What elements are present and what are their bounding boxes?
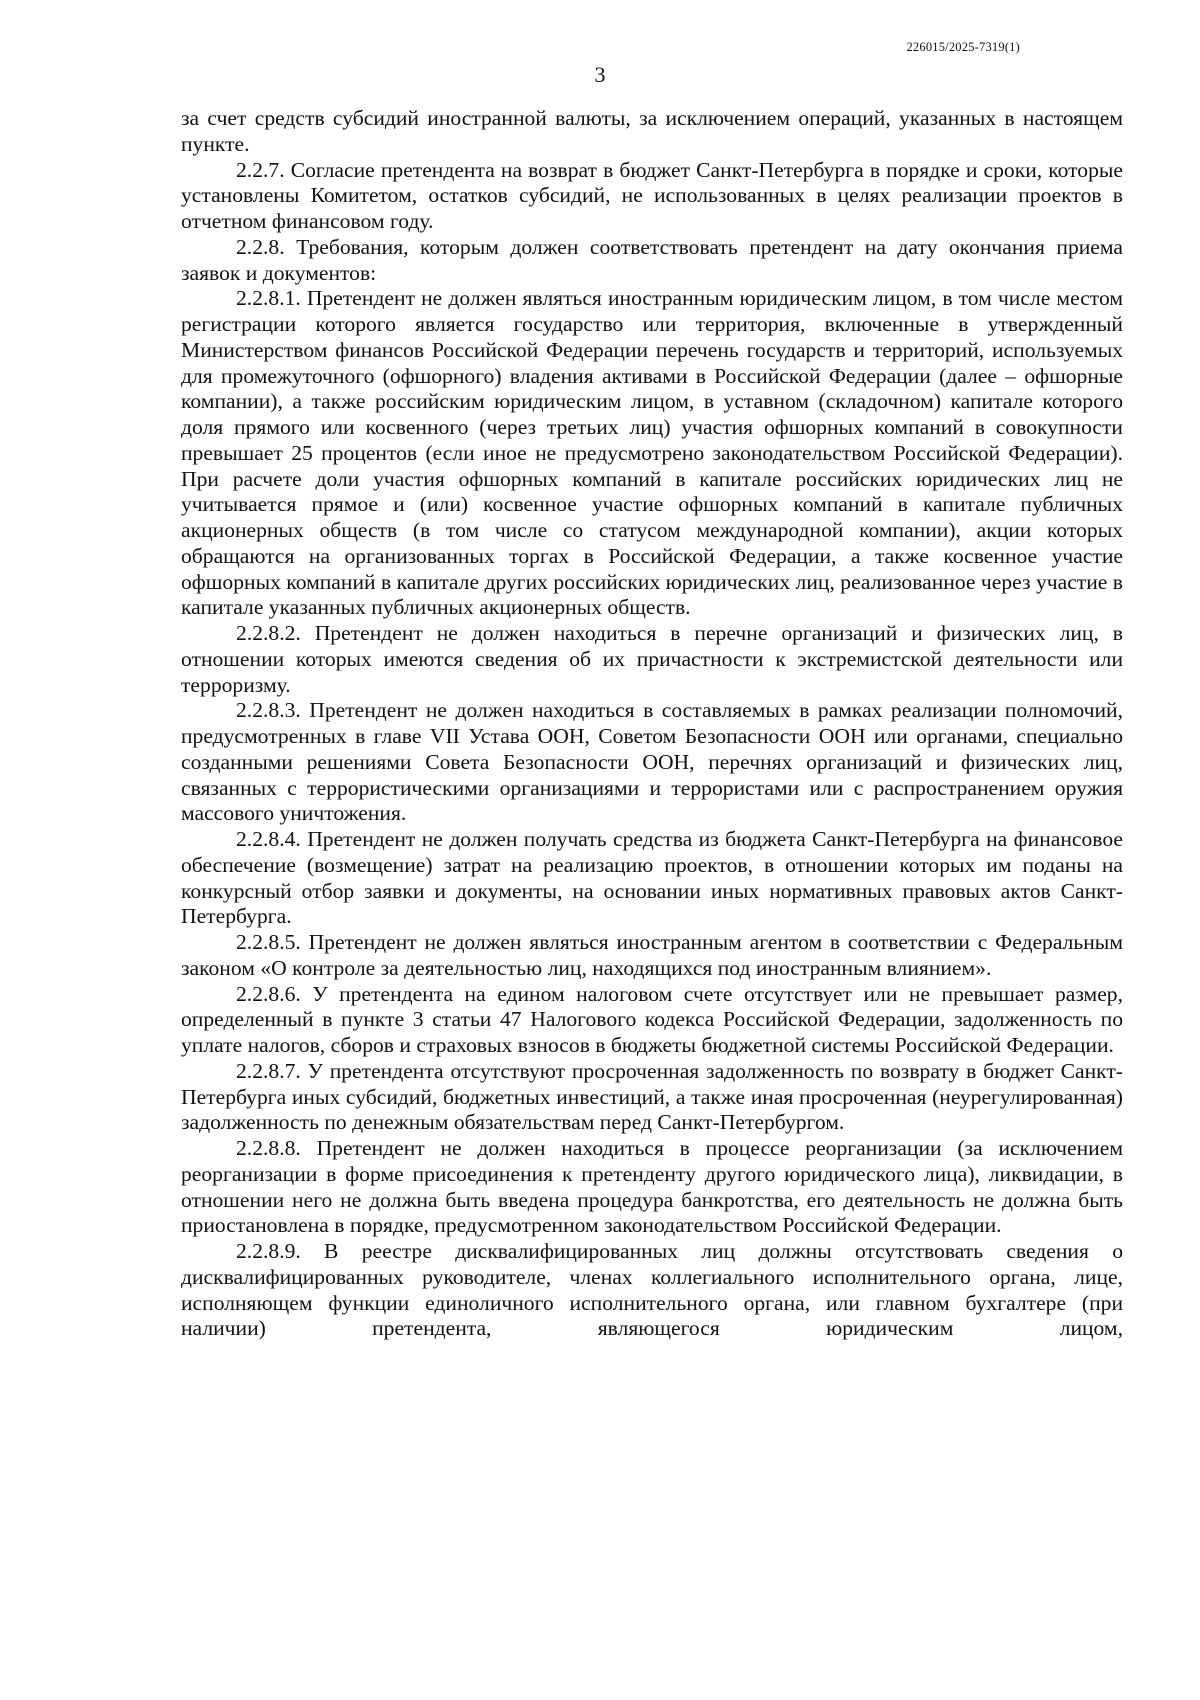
paragraph-2-2-8-5: 2.2.8.5. Претендент не должен являться иностранным агентом в соответствии с Федеральным законом «О контроле за деятельностью лиц, находящихся под иностранным влиянием». — [181, 930, 1123, 980]
paragraph-2-2-8-6: 2.2.8.6. У претендента на едином налоговом счете отсутствует или не превышает размер, определенный в пункте 3 статьи 47 Налогового кодекса Российской Федерации, задолженность по уплате налогов, сборов и страховых взносов в бюджеты бюджетной системы Российской Федерации. — [181, 981, 1123, 1057]
document-registration-number: 226015/2025-7319(1) — [906, 40, 1020, 54]
document-body — [181, 106, 1123, 1342]
page-number: 3 — [594, 62, 606, 87]
paragraph-2-2-8-4: 2.2.8.4. Претендент не должен получать средства из бюджета Санкт-Петербурга на финансовое обеспечение (возмещение) затрат на реализацию проектов, в отношении которых им поданы на конкурсный отбор заявки и документы, на основании иных нормативных правовых актов Санкт-Петербурга. — [181, 827, 1123, 929]
paragraph-2-2-8-2: 2.2.8.2. Претендент не должен находиться в перечне организаций и физических лиц, в отношении которых имеются сведения об их причастности к экстремистской деятельности или терроризму. — [181, 621, 1123, 697]
paragraph-2-2-8: 2.2.8. Требования, которым должен соответствовать претендент на дату окончания приема заявок и документов: — [181, 234, 1123, 285]
paragraph-2-2-7: 2.2.7. Согласие претендента на возврат в бюджет Санкт-Петербурга в порядке и сроки, которые установлены Комитетом, остатков субсидий, не использованных в целях реализации проектов в отчетном финансовом году. — [181, 157, 1123, 233]
paragraph-2-2-8-7: 2.2.8.7. У претендента отсутствуют просроченная задолженность по возврату в бюджет Санкт-Петербурга иных субсидий, бюджетных инвестиций, а также иная просроченная (неурегулированная) задолженность по денежным обязательствам перед Санкт-Петербургом. — [181, 1058, 1123, 1135]
paragraph-2-2-8-8: 2.2.8.8. Претендент не должен находиться в процессе реорганизации (за исключением реорганизации в форме присоединения к претенденту другого юридического лица), ликвидации, в отношении него не должна быть введена процедура банкротства, его деятельность не должна быть приостановлена в порядке, предусмотренном законодательством Российской Федерации. — [181, 1136, 1123, 1238]
paragraph-continuation: за счет средств субсидий иностранной валюты, за исключением операций, указанных в настоящем пункте. — [181, 106, 1123, 156]
paragraph-2-2-8-1: 2.2.8.1. Претендент не должен являться иностранным юридическим лицом, в том числе местом регистрации которого является государство или территория, включенные в утвержденный Министерством финансов Российской Федерации перечень государств и территорий, используемых для промежуточного (офшорного) владения активами в Российской Федерации (далее – офшорные компании), а также российским юридическим лицом, в уставном (складочном) капитале которого доля прямого или косвенного (через третьих лиц) участия офшорных компаний в совокупности превышает 25 процентов (если иное не предусмотрено законодательством Российской Федерации). При расчете доли участия офшорных компаний в капитале российских юридических лиц не учитывается прямое и (или) косвенное участие офшорных компаний в капитале публичных акционерных обществ (в том числе со статусом международной компании), акции которых обращаются на организованных торгах в Российской Федерации, а также косвенное участие офшорных компаний в капитале других российских юридических лиц, реализованное через участие в капитале указанных публичных акционерных обществ. — [181, 286, 1123, 620]
paragraph-2-2-8-3: 2.2.8.3. Претендент не должен находиться в составляемых в рамках реализации полномочий, предусмотренных в главе VII Устава ООН, Советом Безопасности ООН или органами, специально созданными решениями Совета Безопасности ООН, перечнях организаций и физических лиц, связанных с террористическими организациями и террористами или с распространением оружия массового уничтожения. — [181, 698, 1123, 826]
paragraph-2-2-8-9: 2.2.8.9. В реестре дисквалифицированных лиц должны отсутствовать сведения о дисквалифицированных руководителе, членах коллегиального исполнительного органа, лице, исполняющем функции единоличного исполнительного органа, или главном бухгалтере (при наличии) претендента, являющегося юридическим лицом, — [181, 1239, 1123, 1341]
